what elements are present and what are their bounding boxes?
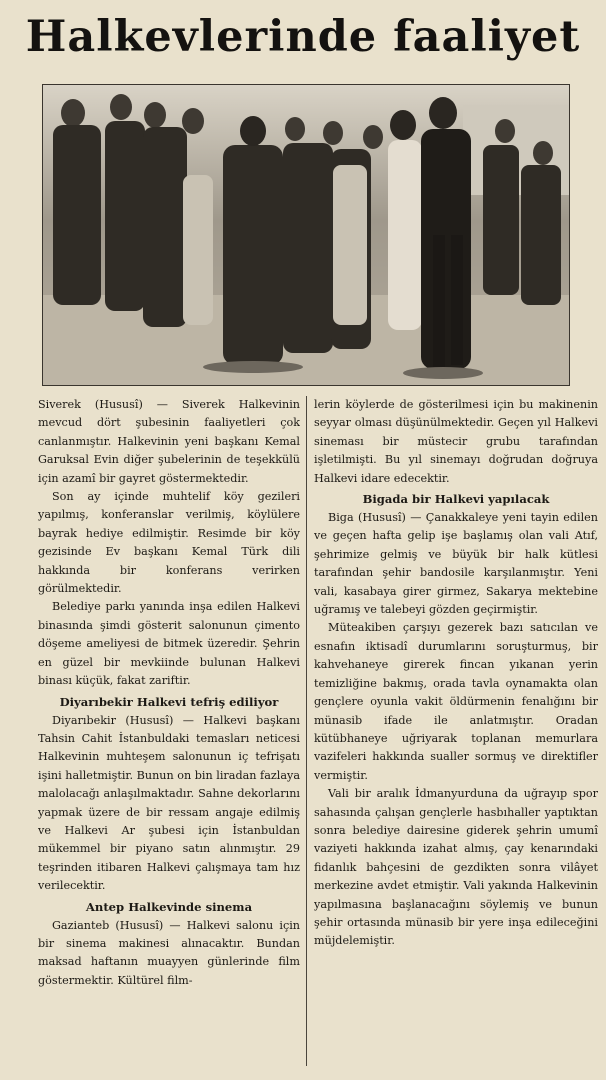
siverek-paragraph-1: Siverek (Hususî) — Siverek Halkevinin mevcud dört şubesinin faaliyetleri çok canlanmıştır. Halkevinin yeni başkanı Kemal Garuksal Evin diğer şubelerinin de teşekkülü için azamî bir gayret göstermektedir. [38,398,300,485]
right-column [314,396,598,1072]
biga-paragraph-1: Biga (Hususî) — Çanakkaleye yeni tayin edilen ve geçen hafta gelip işe başlamış olan vali Atıf, şehrimize gelmiş ve büyük bir halk kütlesi tarafından şehir bandosile karşılanmıştır. Yeni vali, kasabaya girer girmez, Sakarya mektebine uğramış ve talebeyi gözden geçirmiştir. [314,511,598,617]
siverek-paragraph-3: Belediye parkı yanında inşa edilen Halkevi binasında şimdi gösterit salonunun çimento döşeme ameliyesi de bitmek üzeredir. Şehrin en güzel bir mevkiinde bulunan Halkevi binası küçük, fakat zariftir. [38,600,300,688]
biga-paragraph-3: Vali bir aralık İdmanyurduna da uğrayıp spor sahasında çalışan gençlerle hasbıhaller yaptıktan sonra belediye dairesine giderek şehrin umumî vaziyeti hakkında izahat almış, çay kenarındaki fidanlık bahçesini de gezdikten sonra vilâyet merkezine avdet etmiştir. Vali yakında Halkevinin yapılmasına başlanacağını söylemiş ve bunun şehir ortasında münasib bir yere inşa edileceğini müjdelemiştir. [314,787,598,948]
column-divider [306,396,307,1066]
biga-paragraph-2: Müteakiben çarşıyı gezerek bazı satıcılan ve esnafın iktisadî durumlarını soruşturmuş, bir kahvehaneye girerek fincan yıkanan yerin temizliğine bakmış, orada tavla oynamakta olan gençlere oyunla vakit öldürmenin fenalığını bir münasib ifade ile anlatmıştır. Oradan kütübhaneye uğriyarak toplanan memurlara vazifeleri hakkında sualler sormuş ve direktifler vermiştir. [314,621,598,782]
siverek-paragraph-2: Son ay içinde muhtelif köy gezileri yapılmış, konferanslar verilmiş, köylülere bayrak hediye edilmiştir. Resimde bir köy gezisinde Ev başkanı Kemal Türk dili hakkında bir konferans verirken görülmektedir. [38,490,300,596]
antep-paragraph: Gazianteb (Hususî) — Halkevi salonu için bir sinema makinesi alınacaktır. Bundan maksad haftanın muayyen günlerinde film göstermektir. Kültürel film- [38,918,300,987]
antep-subheading: Antep Halkevinde sinema [85,899,253,914]
headline: Halkevlerinde faaliyet [25,12,581,62]
news-photo [42,84,570,386]
left-column [38,396,300,1072]
biga-subheading: Bigada bir Halkevi yapılacak [362,492,550,507]
diyarbekir-paragraph: Diyarıbekir (Hususî) — Halkevi başkanı Tahsin Cahit İstanbuldaki temasları neticesi Halkevinin muhteşem salonunun iç tefrişatı işini halletmiştir. Bunun on bin liradan fazlaya malolacağı anlaşılmaktadır. Sahne dekorlarını yapmak üzere de bir ressam angaje edilmiş ve Halkevi Ar şubesi için İstanbuldan mükemmel bir piyano satın alınmıştır. 29 teşrinden itibaren Halkevi çalışmaya tam hız verilecektir. [38,713,300,893]
antep-paragraph-continued: lerin köylerde de gösterilmesi için bu makinenin seyyar olması düşünülmektedir. Geçen yıl Halkevi sineması bir müstecir grubu tarafından işletilmişti. Bu yıl sinemayı doğrudan doğruya Halkevi idare edecektir. [314,398,598,485]
diyarbekir-subheading: Diyarıbekir Halkevi tefriş ediliyor [59,694,279,709]
crowd-photo-illustration [43,85,569,385]
